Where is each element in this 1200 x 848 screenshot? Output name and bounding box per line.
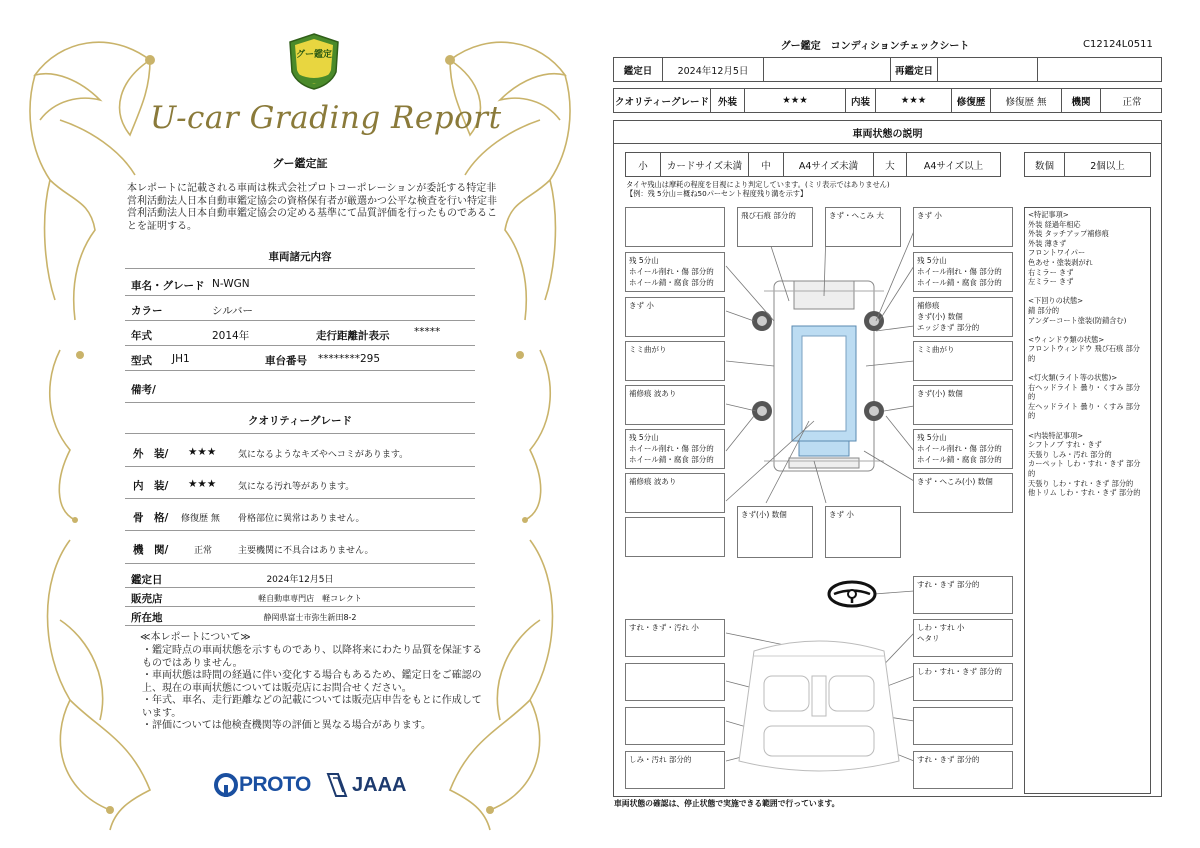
sheet-code: C12124L0511	[1083, 39, 1153, 50]
empty-cell	[764, 58, 891, 81]
note-left-4: 補修痕 波あり	[625, 385, 725, 425]
note-box	[625, 707, 725, 745]
spec-heading: 車両諸元内容	[268, 251, 332, 263]
sheet-footer: 車両状態の確認は、停止状態で実施できる範囲で行っています。	[614, 799, 840, 808]
interior-car-diagram	[724, 631, 914, 781]
int-value: ★★★	[876, 89, 952, 112]
interior-text: 気になる汚れ等があります。	[238, 482, 355, 492]
note-bottom-right: きず 小	[825, 506, 901, 558]
proto-logo-text: PROTO	[239, 773, 311, 796]
divider	[125, 625, 475, 626]
divider	[125, 498, 475, 499]
proto-logo	[213, 770, 311, 800]
jaaa-mark-icon	[326, 772, 348, 798]
note-right-tire-front: 残 5分山 ホイール削れ・傷 部分的 ホイール錆・腐食 部分的	[913, 252, 1013, 292]
jaaa-logo	[326, 770, 406, 800]
quality-heading: クオリティーグレード	[248, 415, 352, 427]
exterior-label: 外 装/	[133, 448, 169, 460]
chassis-label: 車台番号	[265, 355, 307, 367]
chassis-value: ********295	[318, 353, 381, 365]
engine-label: 機関	[1062, 89, 1101, 112]
note-right-3: ミミ曲がり	[913, 341, 1013, 381]
frame-text: 骨格部位に異常はありません。	[238, 514, 365, 524]
about-item: ・評価については他検査機関等の評価と異なる場合があります。	[142, 720, 431, 731]
divider	[125, 295, 475, 296]
address-label: 所在地	[131, 612, 163, 624]
note-box	[625, 663, 725, 701]
note-top-far-right: きず 小	[913, 207, 1013, 247]
goo-appraisal-badge	[286, 32, 342, 90]
tire-note: タイヤ残山は摩耗の程度を目視により判定しています。(ミリ表示ではありません)	[626, 180, 890, 189]
note-left-6: 補修痕 波あり	[625, 473, 725, 513]
repair-label: 修復歴	[952, 89, 991, 112]
divider	[125, 530, 475, 531]
year-value: 2014年	[212, 330, 250, 342]
about-item: ・鑑定時点の車両状態を示すものであり、以降将来にわたり品質を保証するものではありません。	[142, 645, 482, 669]
sheet-title: グー鑑定 コンディションチェックシート	[780, 41, 970, 52]
mileage-value: *****	[414, 326, 441, 338]
divider	[125, 563, 475, 564]
divider	[125, 606, 475, 607]
grade-label: クオリティーグレード	[614, 89, 711, 112]
count-desc: 2個以上	[1090, 160, 1125, 172]
note-bottom-mid: きず(小) 数個	[737, 506, 813, 558]
jaaa-logo-text: JAAA	[352, 773, 407, 796]
note-left-tire-rear: 残 5分山 ホイール削れ・傷 部分的 ホイール錆・腐食 部分的	[625, 429, 725, 469]
certificate-heading: グー鑑定証	[272, 157, 328, 170]
shop-value: 軽自動車専門店 軽コレクト	[258, 594, 362, 603]
divider	[125, 320, 475, 321]
about-item: ・年式、車名、走行距離などの記載については販売店申告をもとに作成しています。	[142, 695, 482, 719]
date-value: 2024年12月5日	[663, 58, 764, 81]
engine-value: 正常	[194, 546, 213, 556]
frame-label: 骨 格/	[133, 512, 169, 524]
note-top-mid: 飛び石痕 部分的	[737, 207, 813, 247]
shield-icon	[286, 32, 342, 90]
interior-stars: ★★★	[188, 478, 217, 490]
divider	[125, 268, 475, 269]
tire-example: 【例：残 5分山＝概ね50パーセント程度残り溝を示す】	[626, 189, 808, 198]
repair-value: 修復歴 無	[991, 89, 1062, 112]
note-box	[625, 207, 725, 247]
divider	[125, 370, 475, 371]
note-right-tire-rear: 残 5分山 ホイール削れ・傷 部分的 ホイール錆・腐食 部分的	[913, 429, 1013, 469]
grade-row	[613, 88, 1162, 113]
size-small-desc: カードサイズ未満	[661, 153, 749, 176]
ext-value: ★★★	[745, 89, 846, 112]
note-int-right-2: しわ・すれ・きず 部分的	[913, 663, 1013, 701]
engine-value: 正常	[1122, 96, 1142, 108]
ext-label: 外装	[711, 89, 745, 112]
count-label: 数個	[1025, 153, 1065, 176]
condition-check-sheet	[600, 0, 1200, 848]
size-small: 小	[626, 153, 661, 176]
about-item: ・車両状態は時間の経過に伴い変化する場合もあるため、鑑定日をご確認の上、現在の車両状態については販売店にお問合せください。	[142, 670, 482, 694]
exterior-stars: ★★★	[188, 446, 217, 458]
divider	[125, 433, 475, 434]
divider	[125, 587, 475, 588]
model-label: 型式	[131, 355, 152, 367]
script-title: U-car Grading Report	[150, 100, 502, 136]
note-left-2: きず 小	[625, 297, 725, 337]
proto-mark-icon	[213, 772, 239, 798]
car-name-value: N-WGN	[212, 278, 250, 290]
note-top-right: きず・へこみ 大	[825, 207, 901, 247]
divider	[125, 402, 475, 403]
size-large: 大	[874, 153, 907, 176]
note-right-2: 補修痕 きず(小) 数個 エッジきず 部分的	[913, 297, 1013, 337]
date-label: 鑑定日	[614, 58, 663, 81]
section-title: 車両状態の説明	[852, 129, 923, 140]
condition-panel	[613, 120, 1162, 797]
redate-label: 再鑑定日	[891, 58, 938, 81]
note-right-6: きず・へこみ(小) 数個	[913, 473, 1013, 513]
divider	[125, 345, 475, 346]
note-int-left-1: すれ・きず・汚れ 小	[625, 619, 725, 657]
exterior-text: 気になるようなキズやヘコミがあります。	[238, 450, 409, 460]
size-mid: 中	[749, 153, 784, 176]
color-value: シルバー	[212, 305, 254, 317]
note-left-3: ミミ曲がり	[625, 341, 725, 381]
engine-text: 主要機関に不具合はありません。	[238, 546, 374, 556]
car-name-label: 車名・グレード	[131, 280, 205, 292]
interior-label: 内 装/	[133, 480, 169, 492]
frame-value: 修復歴 無	[181, 514, 220, 524]
mileage-label: 走行距離計表示	[316, 330, 390, 342]
color-label: カラー	[131, 305, 163, 317]
model-value: JH1	[172, 353, 190, 365]
note-right-4: きず(小) 数個	[913, 385, 1013, 425]
engine-label: 機 関/	[133, 544, 169, 556]
note-box	[625, 517, 725, 557]
note-int-right-4: すれ・きず 部分的	[913, 751, 1013, 789]
certificate-intro: 本レポートに記載される車両は株式会社プロトコーポレーションが委託する特定非営利活動法人日本自動車鑑定協会の資格保有者が厳選かつ公平な検査を行い特定非営利活動法人日本自動車鑑定協会の定める基準にて品質評価を行ったものであることを証明する。	[127, 183, 497, 232]
date-row	[613, 57, 1162, 82]
address-value: 静岡県富士市弥生新田8-2	[263, 613, 357, 622]
note-left-tire-front: 残 5分山 ホイール削れ・傷 部分的 ホイール錆・腐食 部分的	[625, 252, 725, 292]
remarks-label: 備考/	[131, 384, 156, 396]
year-label: 年式	[131, 330, 152, 342]
size-mid-desc: A4サイズ未満	[784, 153, 874, 176]
divider	[125, 466, 475, 467]
note-int-left-4: しみ・汚れ 部分的	[625, 751, 725, 789]
badge-label: グー鑑定	[295, 50, 332, 60]
about-list	[142, 645, 487, 733]
about-heading: ≪本レポートについて≫	[140, 632, 251, 643]
int-label: 内装	[846, 89, 876, 112]
note-int-right-1: しわ・すれ 小 ヘタリ	[913, 619, 1013, 657]
redate-value	[938, 58, 1038, 81]
shop-label: 販売店	[131, 593, 163, 605]
date-label: 鑑定日	[131, 574, 163, 586]
note-steering: すれ・きず 部分的	[913, 576, 1013, 614]
steering-wheel-icon	[826, 579, 878, 609]
date-value: 2024年12月5日	[266, 575, 334, 585]
note-box	[913, 707, 1013, 745]
size-large-desc: A4サイズ以上	[923, 160, 984, 172]
special-notes: <特記事項> 外装 経過年相応 外装 タッチアップ補修痕 外装 薄きず フロントワイパー 色あせ・塗装剥がれ 右ミラー きず 左ミラー きず <下回りの状態> 錆 部分的 アンダーコート塗装(防錆含む) <ウィンドウ類の状態> フロントウィンドウ 飛び石痕 部分的 <灯火類(ライト等の状態)> 右ヘッドライト 曇り・くすみ 部分的 左ヘッドライト 曇り・くすみ 部分的 <内装特記事項> シフトノブ すれ・きず 天張り しみ・汚れ 部分的 カーペット しわ・すれ・きず 部分的 天張り しわ・すれ・きず 部分的 他トリム しわ・すれ・きず 部分的	[1024, 207, 1151, 794]
